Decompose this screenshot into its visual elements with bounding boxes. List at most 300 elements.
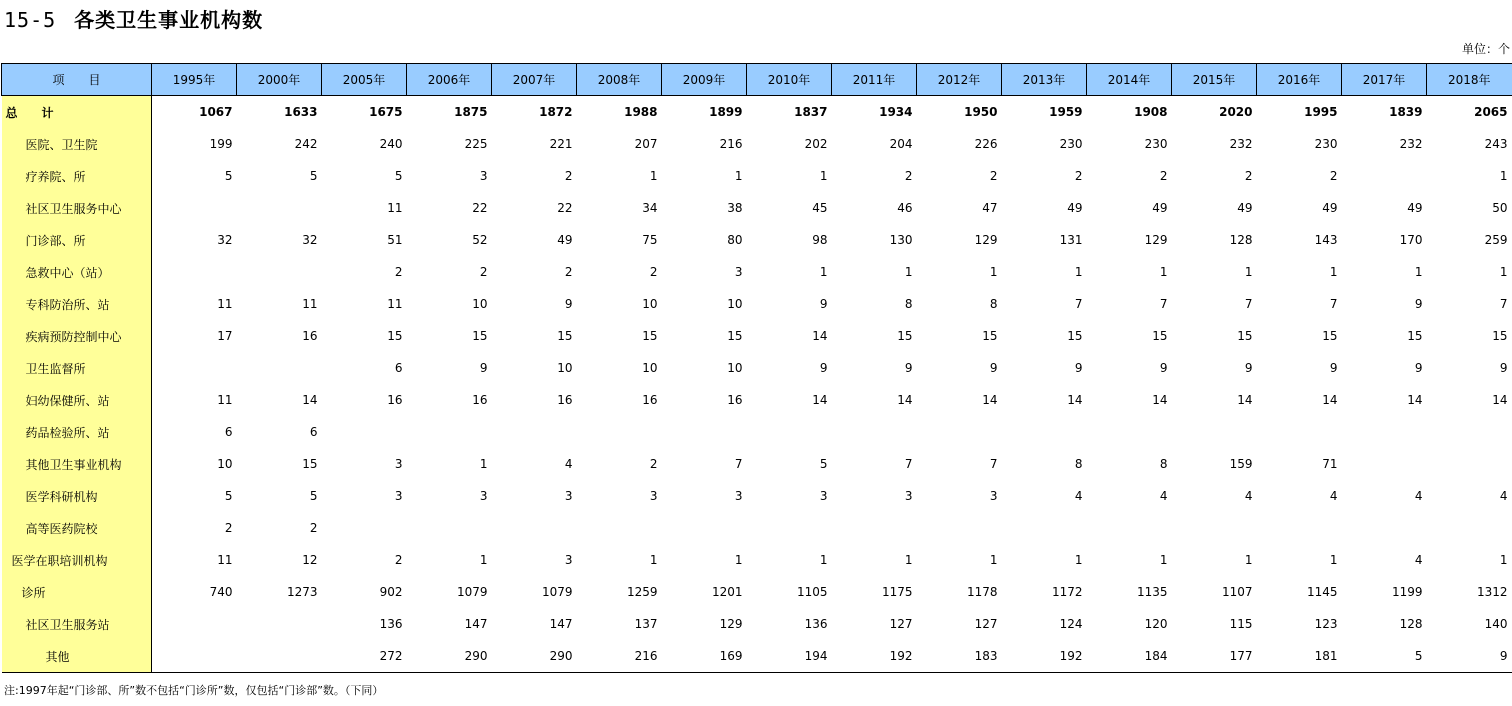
table-cell: 15 [1152, 329, 1168, 343]
table-cell: 1 [989, 265, 998, 279]
table-cell: 1 [1499, 265, 1508, 279]
table-cell: 8 [1159, 457, 1168, 471]
table-cell: 1875 [454, 105, 488, 119]
table-cell: 1 [1074, 553, 1083, 567]
table-cell [1342, 448, 1427, 480]
table-row [2, 384, 1512, 416]
table-cell: 14 [897, 393, 913, 407]
row-label: 急救中心（站） [2, 256, 152, 288]
table-cell [152, 608, 237, 640]
table-cell: 8 [989, 297, 998, 311]
table-cell: 17 [217, 329, 233, 343]
table-cell: 14 [812, 329, 828, 343]
table-cell: 5 [394, 169, 403, 183]
table-cell: 5 [1342, 640, 1427, 673]
header-year: 2006年 [407, 64, 492, 96]
table-cell: 1067 [199, 105, 233, 119]
table-row [2, 416, 1512, 448]
table-cell: 10 [642, 361, 658, 375]
header-year: 2015年 [1172, 64, 1257, 96]
table-cell: 207 [634, 137, 658, 151]
table-row [2, 192, 1512, 224]
table-cell: 1 [1244, 265, 1253, 279]
table-cell [1002, 512, 1087, 544]
table-cell: 1899 [709, 105, 743, 119]
table-cell: 1 [649, 169, 658, 183]
table-cell: 71 [1322, 457, 1338, 471]
table-cell: 3 [394, 489, 403, 503]
table-cell: 9 [819, 297, 828, 311]
footnote: 注:1997年起“门诊部、所”数不包括“门诊所”数，仅包括“门诊部”数。（下同） [4, 684, 384, 697]
header-year: 2005年 [322, 64, 407, 96]
table-cell: 259 [1484, 233, 1508, 247]
table-cell: 2 [1244, 169, 1253, 183]
table-cell: 15 [897, 329, 913, 343]
table-cell: 225 [464, 137, 488, 151]
table-cell: 2 [649, 457, 658, 471]
table-cell: 46 [897, 201, 913, 215]
table-cell [1427, 512, 1512, 544]
table-cell: 1 [479, 553, 488, 567]
table-cell: 7 [1499, 297, 1508, 311]
table-cell: 242 [294, 137, 318, 151]
table-cell: 15 [557, 329, 573, 343]
table-cell: 11 [217, 393, 233, 407]
table-cell: 1145 [1306, 585, 1338, 599]
table-cell: 7 [904, 457, 913, 471]
table-cell: 147 [464, 617, 488, 631]
table-cell: 123 [1314, 617, 1338, 631]
table-cell: 22 [557, 201, 573, 215]
table-row [2, 128, 1512, 160]
table-cell: 902 [379, 585, 403, 599]
table-row [2, 448, 1512, 480]
header-year: 2009年 [662, 64, 747, 96]
table-cell: 1 [1414, 265, 1423, 279]
table-cell: 7 [1244, 297, 1253, 311]
table-cell: 11 [217, 553, 233, 567]
table-cell: 4 [564, 457, 573, 471]
table-cell: 1 [819, 553, 828, 567]
row-label: 卫生监督所 [2, 352, 152, 384]
table-cell: 98 [812, 233, 828, 247]
table-row [2, 544, 1512, 576]
table-cell: 232 [1399, 137, 1423, 151]
table-cell: 129 [974, 233, 998, 247]
table-cell: 115 [1229, 617, 1253, 631]
table-cell: 5 [309, 169, 318, 183]
table-cell: 49 [1322, 201, 1338, 215]
table-cell [917, 416, 1002, 448]
table-cell: 1934 [879, 105, 913, 119]
table-cell: 194 [747, 640, 832, 673]
table-cell: 2 [989, 169, 998, 183]
table-cell: 147 [549, 617, 573, 631]
table-cell: 1 [649, 553, 658, 567]
table-row [2, 320, 1512, 352]
table-cell: 16 [642, 393, 658, 407]
table-cell: 1 [1159, 553, 1168, 567]
table-cell: 16 [472, 393, 488, 407]
table-cell: 1 [1244, 553, 1253, 567]
table-cell: 184 [1087, 640, 1172, 673]
row-label: 社区卫生服务站 [2, 608, 152, 640]
table-cell [1257, 512, 1342, 544]
table-cell: 1135 [1136, 585, 1168, 599]
table-row [2, 480, 1512, 512]
table-cell: 1 [1329, 265, 1338, 279]
table-cell: 159 [1229, 457, 1253, 471]
table-cell: 1 [1499, 553, 1508, 567]
table-cell [237, 192, 322, 224]
table-cell: 232 [1229, 137, 1253, 151]
table-cell: 1105 [796, 585, 828, 599]
table-cell: 9 [479, 361, 488, 375]
table-cell: 9 [1159, 361, 1168, 375]
table-cell: 9 [1414, 297, 1423, 311]
table-cell: 127 [889, 617, 913, 631]
table-cell: 22 [472, 201, 488, 215]
table-cell: 1199 [1391, 585, 1423, 599]
table-cell: 49 [1152, 201, 1168, 215]
table-cell [1342, 160, 1427, 192]
table-cell: 15 [1492, 329, 1508, 343]
table-cell: 47 [982, 201, 998, 215]
table-cell: 9 [904, 361, 913, 375]
table-cell: 128 [1229, 233, 1253, 247]
table-cell [1427, 448, 1512, 480]
table-cell: 2 [394, 553, 403, 567]
table-cell: 7 [1159, 297, 1168, 311]
table-cell: 52 [472, 233, 488, 247]
table-cell: 34 [642, 201, 658, 215]
table-cell: 1837 [794, 105, 828, 119]
table-cell [917, 512, 1002, 544]
table-cell: 204 [889, 137, 913, 151]
table-cell: 1 [1499, 169, 1508, 183]
table-cell: 3 [989, 489, 998, 503]
table-body [2, 96, 1512, 673]
table-cell: 4 [1074, 489, 1083, 503]
table-cell: 7 [1329, 297, 1338, 311]
table-cell: 136 [804, 617, 828, 631]
row-label: 社区卫生服务中心 [2, 192, 152, 224]
table-row [2, 224, 1512, 256]
table-cell: 7 [989, 457, 998, 471]
table-cell: 15 [387, 329, 403, 343]
header-year: 2007年 [492, 64, 577, 96]
table-cell: 1950 [964, 105, 998, 119]
table-cell: 1273 [286, 585, 318, 599]
table-cell [237, 640, 322, 673]
table-cell: 290 [407, 640, 492, 673]
table-cell: 15 [642, 329, 658, 343]
table-cell: 3 [564, 489, 573, 503]
table-cell: 4 [1244, 489, 1253, 503]
table-cell: 199 [209, 137, 233, 151]
table-cell: 51 [387, 233, 403, 247]
table-cell: 1 [734, 553, 743, 567]
table-cell: 49 [557, 233, 573, 247]
table-cell: 1178 [966, 585, 998, 599]
table-cell [1087, 416, 1172, 448]
table-cell: 1 [819, 265, 828, 279]
header-year: 2000年 [237, 64, 322, 96]
table-cell [1087, 512, 1172, 544]
table-cell: 2065 [1474, 105, 1508, 119]
table-cell: 10 [217, 457, 233, 471]
table-cell: 6 [309, 425, 318, 439]
table-cell: 16 [557, 393, 573, 407]
table-cell: 1 [904, 553, 913, 567]
table-cell [662, 512, 747, 544]
table-cell: 192 [1002, 640, 1087, 673]
row-label: 疗养院、所 [2, 160, 152, 192]
row-label: 医学科研机构 [2, 480, 152, 512]
table-cell [1172, 512, 1257, 544]
header-year: 2017年 [1342, 64, 1427, 96]
row-label: 其他 [2, 640, 152, 673]
table-cell: 3 [734, 489, 743, 503]
table-cell: 1 [734, 169, 743, 183]
table-cell: 2 [479, 265, 488, 279]
table-cell: 15 [302, 457, 318, 471]
table-row [2, 288, 1512, 320]
table-cell: 14 [1322, 393, 1338, 407]
table-cell: 15 [727, 329, 743, 343]
table-row [2, 576, 1512, 608]
row-label: 门诊部、所 [2, 224, 152, 256]
total-row [2, 96, 1512, 129]
table-cell: 129 [1144, 233, 1168, 247]
table-cell: 6 [394, 361, 403, 375]
table-cell: 1872 [539, 105, 573, 119]
table-cell: 169 [662, 640, 747, 673]
table-cell: 2 [394, 265, 403, 279]
table-cell: 216 [577, 640, 662, 673]
table-cell [407, 512, 492, 544]
table-cell: 9 [819, 361, 828, 375]
row-label: 妇幼保健所、站 [2, 384, 152, 416]
table-cell: 9 [1074, 361, 1083, 375]
table-cell: 9 [1427, 640, 1512, 673]
table-cell: 128 [1399, 617, 1423, 631]
row-label: 诊所 [2, 576, 152, 608]
table-cell: 1079 [456, 585, 488, 599]
table-cell: 32 [217, 233, 233, 247]
table-cell: 131 [1059, 233, 1083, 247]
table-cell [662, 416, 747, 448]
table-cell: 1 [1159, 265, 1168, 279]
table-cell: 4 [1499, 489, 1508, 503]
table-cell [492, 512, 577, 544]
table-cell: 1633 [284, 105, 318, 119]
table-cell: 2 [904, 169, 913, 183]
table-cell: 14 [302, 393, 318, 407]
table-row [2, 608, 1512, 640]
table-cell: 38 [727, 201, 743, 215]
table-cell: 14 [1237, 393, 1253, 407]
header-year: 1995年 [152, 64, 237, 96]
table-cell [237, 608, 322, 640]
table-cell: 290 [492, 640, 577, 673]
table-cell [1257, 416, 1342, 448]
table-cell: 1312 [1476, 585, 1508, 599]
row-label: 疾病预防控制中心 [2, 320, 152, 352]
table-cell: 1 [1329, 553, 1338, 567]
row-label: 高等医药院校 [2, 512, 152, 544]
table-cell: 226 [974, 137, 998, 151]
table-cell: 1259 [626, 585, 658, 599]
table-cell: 9 [1329, 361, 1338, 375]
header-item: 项 目 [2, 64, 152, 96]
table-cell: 3 [564, 553, 573, 567]
table-cell: 272 [322, 640, 407, 673]
table-cell: 7 [1074, 297, 1083, 311]
table-cell: 120 [1144, 617, 1168, 631]
table-cell [152, 352, 237, 384]
table-cell: 5 [819, 457, 828, 471]
table-title: 各类卫生事业机构数 [74, 8, 264, 32]
table-cell [832, 512, 917, 544]
table-cell: 7 [734, 457, 743, 471]
table-cell: 16 [302, 329, 318, 343]
table-cell: 50 [1492, 201, 1508, 215]
table-cell: 75 [642, 233, 658, 247]
table-cell: 15 [1237, 329, 1253, 343]
table-cell: 181 [1257, 640, 1342, 673]
table-cell: 9 [989, 361, 998, 375]
header-year: 2011年 [832, 64, 917, 96]
table-cell: 221 [549, 137, 573, 151]
table-cell: 5 [224, 169, 233, 183]
table-cell [832, 416, 917, 448]
table-cell: 1908 [1134, 105, 1168, 119]
table-cell: 12 [302, 553, 318, 567]
table-cell: 183 [917, 640, 1002, 673]
table-row [2, 640, 1512, 673]
table-cell [1342, 416, 1427, 448]
table-cell [237, 256, 322, 288]
table-cell: 1079 [541, 585, 573, 599]
row-label: 医院、卫生院 [2, 128, 152, 160]
table-cell: 2 [1329, 169, 1338, 183]
table-cell [577, 512, 662, 544]
table-cell: 3 [394, 457, 403, 471]
table-cell: 15 [982, 329, 998, 343]
table-cell: 4 [1414, 489, 1423, 503]
table-cell: 124 [1059, 617, 1083, 631]
table-row [2, 512, 1512, 544]
table-cell: 14 [1152, 393, 1168, 407]
table-cell: 16 [727, 393, 743, 407]
table-cell: 2 [564, 169, 573, 183]
table-cell: 10 [642, 297, 658, 311]
table-cell: 9 [1414, 361, 1423, 375]
table-cell: 11 [217, 297, 233, 311]
table-cell: 10 [472, 297, 488, 311]
header-year: 2010年 [747, 64, 832, 96]
table-number: 15-5 [4, 8, 57, 32]
row-label: 其他卫生事业机构 [2, 448, 152, 480]
table-cell [1172, 416, 1257, 448]
table-cell: 5 [224, 489, 233, 503]
table-cell: 1 [989, 553, 998, 567]
table-cell [1002, 416, 1087, 448]
table-cell: 2 [1074, 169, 1083, 183]
table-cell: 4 [1414, 553, 1423, 567]
header-year: 2018年 [1427, 64, 1512, 96]
table-cell: 1995 [1304, 105, 1338, 119]
header-year: 2012年 [917, 64, 1002, 96]
table-cell: 1 [1074, 265, 1083, 279]
row-label: 药品检验所、站 [2, 416, 152, 448]
table-row [2, 352, 1512, 384]
table-cell [407, 416, 492, 448]
row-label: 专科防治所、站 [2, 288, 152, 320]
table-cell: 8 [1074, 457, 1083, 471]
table-cell: 45 [812, 201, 828, 215]
table-cell: 15 [472, 329, 488, 343]
table-cell: 240 [379, 137, 403, 151]
table-cell [152, 256, 237, 288]
table-cell: 5 [309, 489, 318, 503]
table-cell: 16 [387, 393, 403, 407]
table-cell: 32 [302, 233, 318, 247]
table-cell: 10 [557, 361, 573, 375]
table-cell: 3 [819, 489, 828, 503]
header-row [2, 64, 1512, 96]
table-cell: 3 [479, 169, 488, 183]
table-cell: 10 [727, 297, 743, 311]
table-cell: 143 [1314, 233, 1338, 247]
table-cell: 1 [819, 169, 828, 183]
table-cell: 49 [1067, 201, 1083, 215]
table-cell: 9 [1499, 361, 1508, 375]
table-cell: 14 [1067, 393, 1083, 407]
table-cell: 3 [734, 265, 743, 279]
table-cell: 740 [209, 585, 233, 599]
table-cell: 230 [1314, 137, 1338, 151]
table-cell: 127 [974, 617, 998, 631]
table-cell: 3 [479, 489, 488, 503]
unit-label: 单位：个 [1461, 42, 1510, 56]
table-cell: 137 [634, 617, 658, 631]
table-cell: 11 [302, 297, 318, 311]
table-cell: 6 [224, 425, 233, 439]
table-cell: 1107 [1221, 585, 1253, 599]
table-cell: 11 [387, 201, 403, 215]
table-cell: 192 [832, 640, 917, 673]
table-cell: 15 [1407, 329, 1423, 343]
table-row [2, 160, 1512, 192]
table-cell: 1 [479, 457, 488, 471]
table-cell: 216 [719, 137, 743, 151]
table-cell [747, 416, 832, 448]
table-cell [577, 416, 662, 448]
table-cell: 170 [1399, 233, 1423, 247]
header-year: 2014年 [1087, 64, 1172, 96]
table-cell: 49 [1237, 201, 1253, 215]
table-cell: 177 [1172, 640, 1257, 673]
table-cell: 2 [1159, 169, 1168, 183]
table-cell: 9 [564, 297, 573, 311]
table-cell: 80 [727, 233, 743, 247]
table-cell: 136 [379, 617, 403, 631]
table-cell: 3 [649, 489, 658, 503]
table-cell: 243 [1484, 137, 1508, 151]
row-label: 医学在职培训机构 [2, 544, 152, 576]
